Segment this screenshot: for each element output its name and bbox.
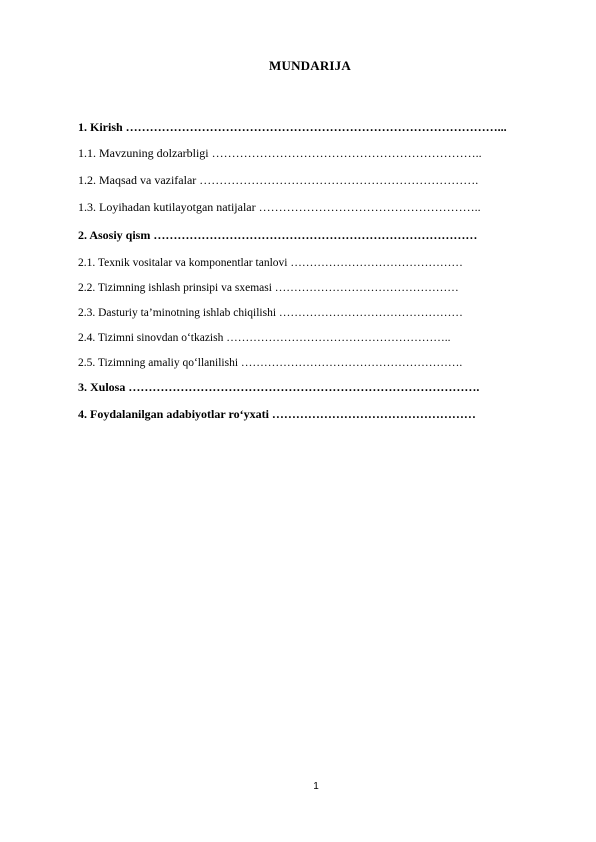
- page-number: 1: [313, 781, 319, 792]
- toc-item-2-1: 2.1. Texnik vositalar va komponentlar tanlovi ………………………………………: [78, 257, 463, 269]
- toc-item-2-4: 2.4. Tizimni sinovdan o‘tkazish …………………………………………………..: [78, 332, 451, 344]
- toc-item-2-2: 2.2. Tizimning ishlash prinsipi va sxemasi …………………………………………: [78, 282, 459, 294]
- toc-item-1-2: 1.2. Maqsad va vazifalar …………………………………………………………….: [78, 173, 479, 187]
- toc-item-kirish: 1. Kirish …………………………………………………………………………………...: [78, 120, 507, 134]
- toc-item-1-1: 1.1. Mavzuning dolzarbligi …………………………………………………………..: [78, 146, 482, 160]
- toc-item-1-3: 1.3. Loyihadan kutilayotgan natijalar ………………………………………………..: [78, 200, 481, 214]
- toc-item-adabiyotlar: 4. Foydalanilgan adabiyotlar ro‘yxati ……………………………………………: [78, 407, 476, 421]
- toc-item-2-5: 2.5. Tizimning amaliy qo‘llanilishi ………………………………………………….: [78, 357, 463, 369]
- toc-item-asosiy-qism: 2. Asosiy qism ………………………………………………………………………: [78, 228, 478, 242]
- toc-item-xulosa: 3. Xulosa …………………………………………………………………………….: [78, 380, 480, 394]
- page-title: MUNDARIJA: [269, 58, 351, 73]
- toc-item-2-3: 2.3. Dasturiy ta’minotning ishlab chiqilishi …………………………………………: [78, 307, 463, 319]
